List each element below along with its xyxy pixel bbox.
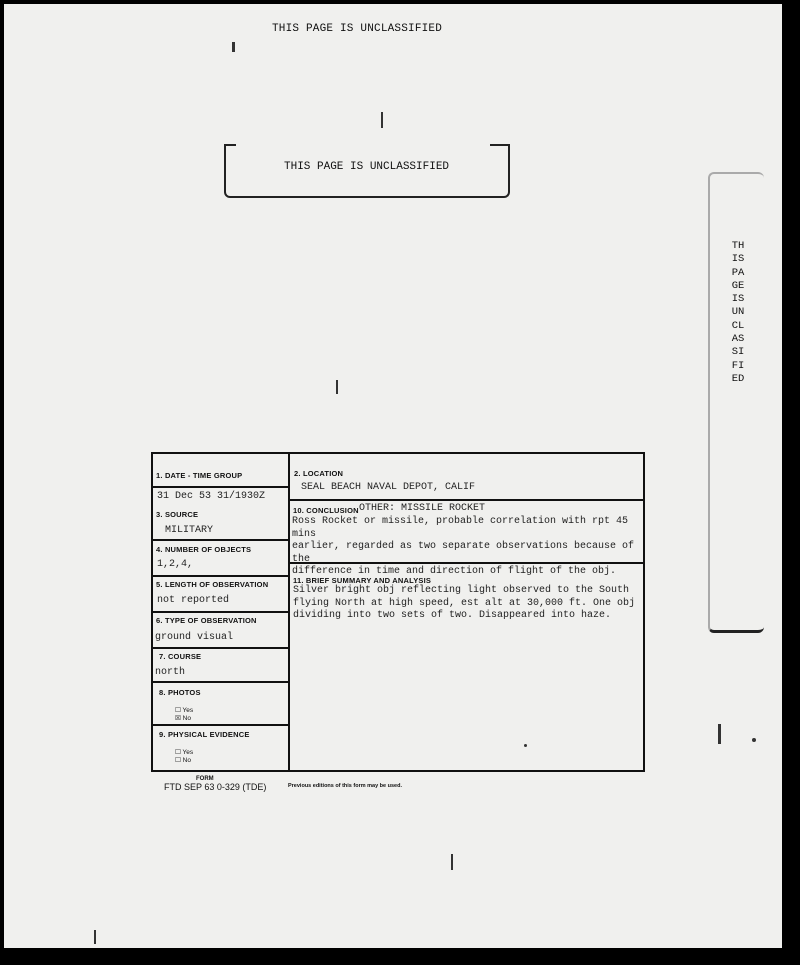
- date-time-value: 31 Dec 53 31/1930Z: [157, 491, 266, 502]
- form-rule: [153, 486, 288, 488]
- location-label: 2. LOCATION: [294, 469, 344, 478]
- photos-no-option: [175, 714, 191, 722]
- form-rule: [153, 647, 288, 649]
- photos-yes-checkbox: ☐: [175, 707, 181, 714]
- form-rule: [153, 575, 288, 577]
- photos-yes-label: Yes: [182, 707, 194, 714]
- scan-speck: [451, 854, 453, 870]
- page-header: THIS PAGE IS UNCLASSIFIED: [272, 23, 443, 35]
- source-label: 3. SOURCE: [156, 510, 199, 519]
- brief-summary-text: Silver bright obj reflecting light observed to the South flying North at high speed, est alt at 30,000 ft. One obj dividing into two sets of two. Disappeared into haze.: [293, 585, 636, 621]
- scan-speck: [381, 112, 383, 128]
- length-of-observation-value: not reported: [157, 595, 230, 606]
- scan-speck: [94, 930, 96, 944]
- course-value: north: [155, 667, 186, 678]
- document-page: [4, 4, 782, 948]
- photos-yes-option: [175, 706, 193, 714]
- classification-stamp: [224, 144, 510, 198]
- form-rule: [153, 681, 288, 683]
- form-rule: [153, 724, 288, 726]
- record-card-form: [151, 452, 645, 772]
- number-of-objects-value: 1,2,4,: [157, 559, 194, 570]
- evidence-no-option: [175, 756, 191, 764]
- footer-note: Previous editions of this form may be used.: [288, 783, 402, 789]
- conclusion-text: Ross Rocket or missile, probable correlation with rpt 45 mins earlier, regarded as two separate observations because of the difference in time and direction of flight of the obj.: [292, 516, 635, 577]
- evidence-no-checkbox: ☐: [175, 757, 181, 764]
- evidence-no-label: No: [182, 757, 191, 764]
- form-rule: [288, 499, 643, 501]
- source-value: MILITARY: [165, 525, 214, 536]
- date-time-label: 1. DATE - TIME GROUP: [156, 471, 243, 480]
- scan-speck: [718, 724, 721, 744]
- form-rule: [153, 539, 288, 541]
- type-of-observation-label: 6. TYPE OF OBSERVATION: [156, 616, 257, 625]
- conclusion-category: OTHER: MISSILE ROCKET: [359, 503, 486, 514]
- form-rule: [153, 611, 288, 613]
- course-label: 7. COURSE: [159, 652, 202, 661]
- evidence-yes-checkbox: ☐: [175, 749, 181, 756]
- brief-summary-label: 11. BRIEF SUMMARY AND ANALYSIS: [293, 576, 432, 585]
- evidence-yes-option: [175, 748, 193, 756]
- location-value: SEAL BEACH NAVAL DEPOT, CALIF: [301, 482, 476, 493]
- conclusion-label: 10. CONCLUSION: [293, 506, 359, 515]
- form-divider: [288, 454, 290, 770]
- evidence-yes-label: Yes: [182, 749, 194, 756]
- type-of-observation-value: ground visual: [155, 632, 234, 643]
- photos-no-label: No: [182, 715, 191, 722]
- scan-speck: [336, 380, 338, 394]
- scan-speck: [752, 738, 756, 742]
- length-of-observation-label: 5. LENGTH OF OBSERVATION: [156, 580, 269, 589]
- scan-speck: [232, 42, 235, 52]
- physical-evidence-label: 9. PHYSICAL EVIDENCE: [159, 730, 250, 739]
- side-classification-text: THISPAGEISUNCLASSIFIED: [731, 240, 745, 385]
- number-of-objects-label: 4. NUMBER OF OBJECTS: [156, 545, 252, 554]
- photos-label: 8. PHOTOS: [159, 688, 201, 697]
- photos-no-checkbox: ☒: [175, 715, 181, 722]
- classification-stamp-text: THIS PAGE IS UNCLASSIFIED: [284, 161, 450, 173]
- footer-form-id: FTD SEP 63 0-329 (TDE): [164, 782, 267, 792]
- footer-form-word: FORM: [196, 776, 214, 782]
